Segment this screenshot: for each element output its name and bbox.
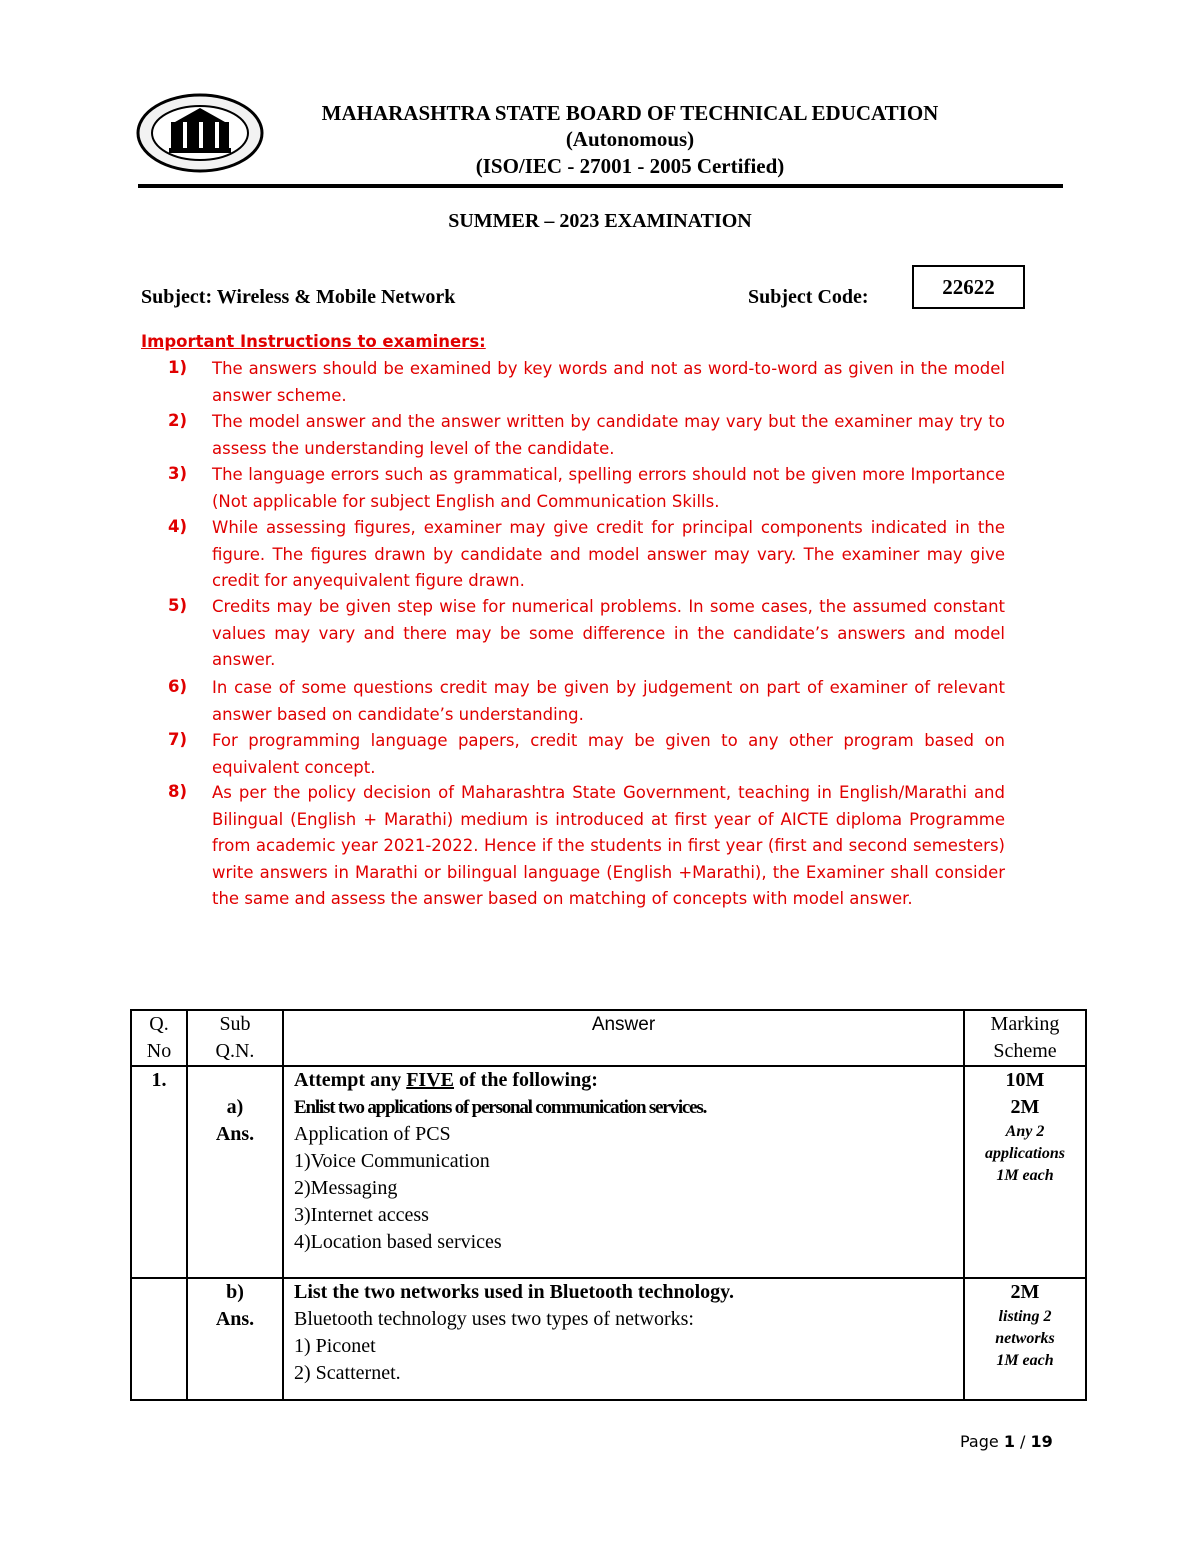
marking-note: 1M each — [996, 1352, 1054, 1369]
intro-text: Attempt any — [294, 1069, 407, 1091]
instruction-number: 4) — [168, 517, 188, 536]
total-marks: 10M — [1005, 1069, 1045, 1091]
answer-label: Ans. — [215, 1308, 255, 1330]
answer-line: Application of PCS — [294, 1123, 451, 1145]
page-label: Page — [960, 1432, 1004, 1451]
header-marking-line2: Scheme — [993, 1040, 1057, 1062]
total-pages: 19 — [1030, 1432, 1053, 1451]
table-header-row — [131, 1010, 1086, 1066]
marking-cell — [964, 1066, 1086, 1278]
sub-question-label: b) — [226, 1281, 244, 1303]
subject-name: Subject: Wireless & Mobile Network — [141, 286, 456, 308]
answer-cell — [283, 1278, 964, 1400]
current-page: 1 — [1003, 1432, 1015, 1451]
marks: 2M — [1010, 1096, 1040, 1118]
question-text: List the two networks used in Bluetooth technology. — [294, 1281, 735, 1303]
question-text: Enlist two applications of personal communication services. — [294, 1097, 707, 1118]
marking-note: listing 2 — [998, 1308, 1052, 1325]
instruction-number: 2) — [168, 411, 188, 430]
header-marking-line1: Marking — [990, 1013, 1060, 1035]
marking-note: 1M each — [996, 1167, 1054, 1184]
instruction-number: 3) — [168, 464, 188, 483]
intro-text-end: of the following: — [454, 1069, 598, 1091]
answer-table — [130, 1009, 1087, 1401]
intro-count: FIVE — [406, 1069, 455, 1091]
instructions-title: Important Instructions to examiners: — [141, 332, 486, 351]
header-marking-scheme — [964, 1010, 1086, 1066]
instruction-text: The model answer and the answer written by candidate may vary but the examiner may try to assess the understanding level of the candidate. — [212, 412, 1005, 458]
instruction-text: Credits may be given step wise for numerical problems. In some cases, the assumed constant values may vary and there may be some difference in the candidate’s answers and model answer. — [212, 597, 1005, 669]
marking-note: applications — [984, 1145, 1065, 1162]
question-number-empty — [131, 1278, 187, 1400]
header-sub-line1: Sub — [219, 1013, 251, 1035]
table-row — [131, 1066, 1086, 1278]
instruction-number: 5) — [168, 596, 188, 615]
marking-note: networks — [995, 1330, 1055, 1347]
instruction-text: For programming language papers, credit may be given to any other program based on equivalent concept. — [212, 731, 1005, 777]
instruction-number: 6) — [168, 677, 188, 696]
subject-code-label: Subject Code: — [748, 286, 869, 308]
header-sub-qn — [187, 1010, 283, 1066]
answer-line: Bluetooth technology uses two types of networks: — [294, 1308, 694, 1330]
instruction-number: 7) — [168, 730, 188, 749]
answer-label: Ans. — [215, 1123, 255, 1145]
page-number — [960, 1432, 1053, 1451]
answer-cell — [283, 1066, 964, 1278]
instruction-text: The language errors such as grammatical, spelling errors should not be given more Importance (Not applicable for subject English and Communication Skills. — [212, 465, 1005, 511]
page-separator: / — [1014, 1432, 1031, 1451]
header-sub-line2: Q.N. — [215, 1040, 255, 1062]
sub-question-cell — [187, 1278, 283, 1400]
sub-question-cell — [187, 1066, 283, 1278]
instruction-text: The answers should be examined by key words and not as word-to-word as given in the model answer scheme. — [212, 359, 1005, 405]
header-answer-label: Answer — [591, 1014, 656, 1035]
header-q-no-line2: No — [146, 1040, 172, 1062]
table-row — [131, 1278, 1086, 1400]
sub-question-label: a) — [226, 1096, 244, 1118]
exam-title: SUMMER – 2023 EXAMINATION — [448, 210, 752, 232]
question-number: 1. — [131, 1066, 187, 1278]
instruction-number: 1) — [168, 358, 188, 377]
answer-line: 1)Voice Communication — [294, 1150, 490, 1172]
instruction-text: As per the policy decision of Maharashtra State Government, teaching in English/Marathi and Bilingual (English + Marathi) medium is introduced at first year of AICTE diploma Programme from academic year 2021-2022. Hence if the students in first year (first and second semesters) write answers in Marathi or bilingual language (English +Marathi), the Examiner shall consider the same and assess the answer based on matching of concepts with model answer. — [212, 783, 1005, 908]
board-name: MAHARASHTRA STATE BOARD OF TECHNICAL EDUCATION — [321, 101, 939, 125]
answer-line: 3)Internet access — [294, 1204, 429, 1226]
instruction-number: 8) — [168, 782, 188, 801]
answer-line: 2)Messaging — [294, 1177, 398, 1199]
header-divider — [138, 184, 1063, 188]
answer-line: 2) Scatternet. — [294, 1362, 401, 1384]
header-q-no — [131, 1010, 187, 1066]
certification-label: (ISO/IEC - 27001 - 2005 Certified) — [475, 154, 785, 178]
header-q-no-line1: Q. — [149, 1013, 169, 1035]
header-answer — [283, 1010, 964, 1066]
marking-note: Any 2 — [1005, 1123, 1045, 1140]
instruction-text: In case of some questions credit may be given by judgement on part of examiner of relevant answer based on candidate’s understanding. — [212, 678, 1005, 724]
answer-line: 4)Location based services — [294, 1231, 502, 1253]
question-intro — [294, 1067, 963, 1094]
subject-code-box: 22622 — [912, 265, 1025, 309]
instruction-text: While assessing figures, examiner may give credit for principal components indicated in the figure. The figures drawn by candidate and model answer may vary. The examiner may give credit for anyequivalent figure drawn. — [212, 518, 1005, 590]
marking-cell — [964, 1278, 1086, 1400]
marks: 2M — [1010, 1281, 1040, 1303]
autonomous-label: (Autonomous) — [565, 127, 695, 151]
answer-line: 1) Piconet — [294, 1335, 376, 1357]
